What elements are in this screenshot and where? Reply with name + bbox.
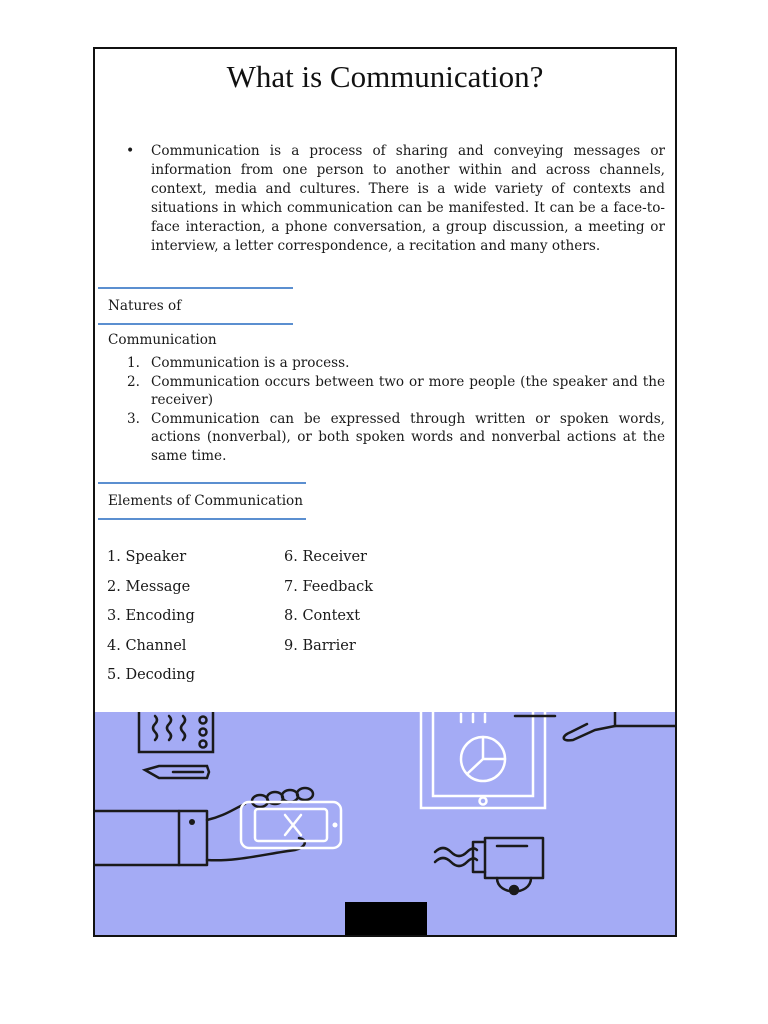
natures-list: [127, 354, 665, 465]
list-text: Communication can be expressed through written or spoken words, actions (nonverbal), or both spoken words and nonverbal actions at the same time.: [151, 410, 665, 464]
notepad-icon: [139, 712, 213, 752]
redaction-block: [345, 902, 427, 935]
tablet-pie-chart-icon: [421, 712, 545, 808]
document-page: [93, 47, 677, 937]
bullet-marker: •: [126, 143, 135, 159]
elements-column-2: [284, 546, 373, 664]
speech-bubble-icon: [515, 712, 675, 740]
list-number: 1.: [127, 355, 140, 371]
element-item: 4. Channel: [107, 637, 187, 654]
intro-paragraph: [126, 142, 665, 256]
element-item: 7. Feedback: [284, 578, 373, 595]
element-item: 9. Barrier: [284, 637, 356, 654]
element-item: 1. Speaker: [107, 549, 187, 565]
element-item: 6. Receiver: [284, 549, 367, 565]
list-item: [127, 410, 665, 466]
page-title: What is Communication?: [226, 59, 544, 94]
elements-heading: Elements of Communication: [98, 482, 306, 520]
list-number: 2.: [127, 373, 140, 390]
natures-heading: Natures of Communication: [98, 287, 293, 325]
list-item: [127, 373, 665, 410]
element-item: 2. Message: [107, 578, 191, 595]
list-text: Communication is a process.: [151, 355, 350, 371]
pen-icon: [145, 766, 209, 778]
list-item: [127, 354, 665, 373]
element-item: 5. Decoding: [107, 667, 196, 683]
coffee-cup-icon: [435, 838, 543, 894]
hand-holding-phone-icon: [95, 788, 341, 865]
intro-text: Communication is a process of sharing and conveying messages or information from one person to another within and across channels, context, media and cultures. There is a wide variety of contexts and situations in which communication can be manifested. It can be a face-to-face interaction, a phone conversation, a group discussion, a meeting or interview, a letter correspondence, a recitation and many others.: [151, 143, 665, 254]
elements-column-1: [107, 546, 195, 694]
list-number: 3.: [127, 410, 140, 427]
list-text: Communication occurs between two or more people (the speaker and the receiver): [151, 373, 665, 408]
element-item: 8. Context: [284, 608, 361, 624]
element-item: 3. Encoding: [107, 608, 195, 624]
